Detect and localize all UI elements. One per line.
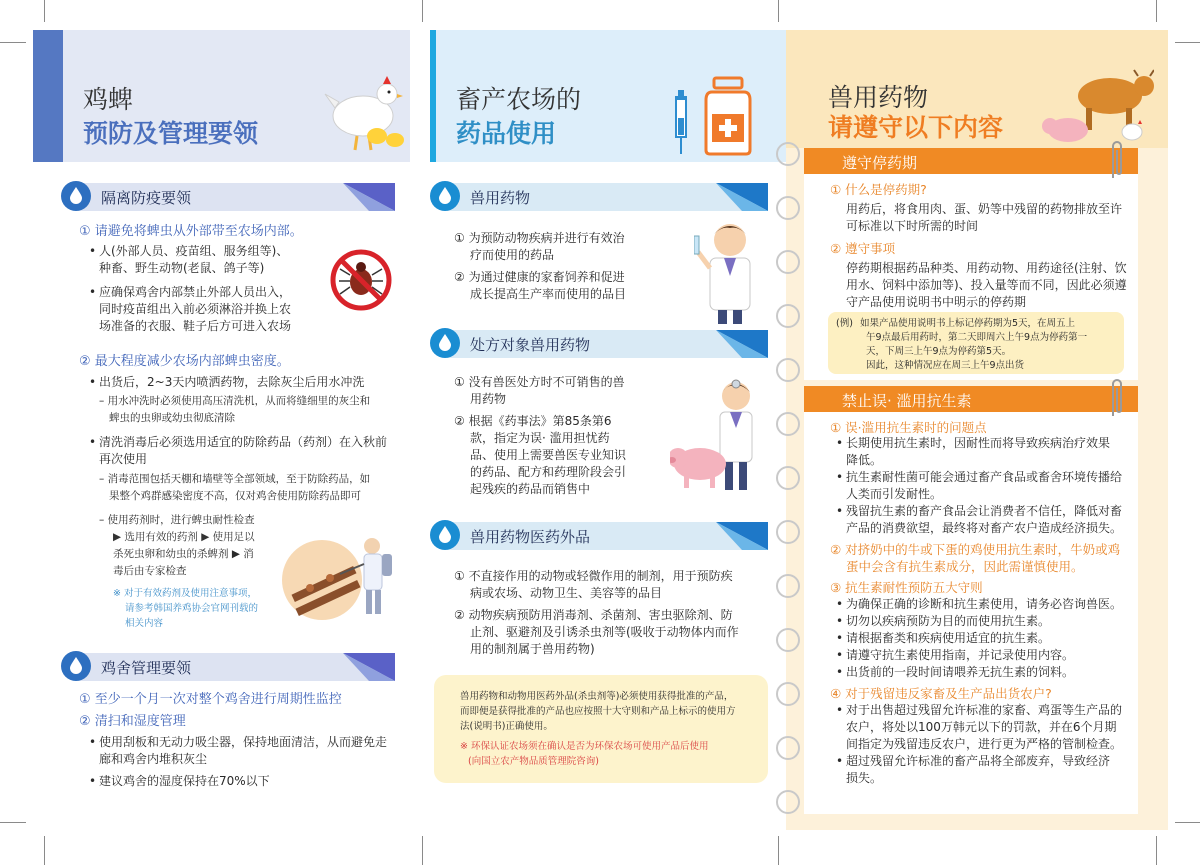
point-1: ① 没有兽医处方时不可销售的兽 (454, 375, 625, 389)
point-1: ① 请避免将蜱虫从外部带至农场内部。 (79, 224, 303, 239)
section-title: 兽用药物医药外品 (470, 528, 591, 546)
binder-ring (776, 736, 800, 760)
question: ④ 对于残留违反家畜及生产品出货农户? (830, 686, 1052, 701)
section-title: 禁止误· 滥用抗生素 (842, 392, 972, 410)
point-2: ② 为通过健康的家畜饲养和促进 (454, 270, 625, 284)
notice-line: 兽用药物和动物用医药外品(杀虫剂等)必须使用获得批准的产品， (460, 691, 734, 702)
fold-mark (422, 836, 423, 865)
bullet-item-cont: 廊和鸡舍内堆积灰尘 (99, 752, 208, 766)
dash-item-cont: 蜱虫的虫卵或幼虫彻底清除 (109, 412, 235, 424)
fold-mark (778, 836, 779, 865)
bullet-item-cont: 同时疫苗组出入前必须淋浴并换上农 (99, 302, 292, 316)
bullet-item: • 对于出售超过残留允许标准的家畜、鸡蛋等生产品的 (846, 702, 1122, 719)
note-line: 请参考韩国养鸡协会官网刊载的 (125, 603, 259, 614)
section-header-vet-drugs (434, 183, 768, 211)
section-header-prescription (434, 330, 768, 358)
example-line: 因此，这种情况应在周三上午9点出货 (866, 360, 1025, 371)
bullet-item-cont: 再次使用 (99, 452, 148, 466)
crop-mark (0, 822, 26, 823)
binder-ring (776, 142, 800, 166)
hero-subtitle: 请遵守以下内容 (828, 113, 1004, 142)
spraying-worker-illustration (280, 528, 398, 628)
dash-item: – 消毒范围包括天棚和墙壁等全部领域，至于防除药品，如 (99, 473, 371, 485)
hero-title: 兽用药物 (828, 83, 929, 112)
steps-line: 毒后由专家检查 (113, 565, 187, 577)
example-label: (例) (836, 318, 853, 329)
column-farm-medicine (430, 30, 786, 767)
fold-mark (778, 0, 779, 22)
bullet-item-cont: 降低。 (846, 453, 883, 467)
chicken-illustration (321, 64, 410, 154)
rule-item: • 请根据畜类和疾病使用适宜的抗生素。 (846, 630, 1050, 647)
binder-ring (776, 628, 800, 652)
point-2-cont: 的药品、配方和药理阶段会引 (470, 465, 627, 479)
doctor-illustration (694, 218, 766, 326)
point-1: ① 不直接作用的动物或轻微作用的制剂，用于预防疾 (454, 569, 733, 583)
bullet-item: • 建议鸡舍的湿度保持在70%以下 (99, 773, 270, 790)
bullet-item-cont: 种畜、野生动物(老鼠、鸽子等) (99, 261, 265, 275)
water-drop-icon (430, 328, 460, 358)
bullet-item: • 使用刮板和无动力吸尘器，保持地面清洁，从而避免走 (99, 734, 387, 751)
hero-subtitle: 预防及管理要领 (83, 119, 259, 148)
bullet-item: • 残留抗生素的畜产食品会让消费者不信任，降低对畜 (846, 503, 1122, 520)
bullet-item: • 抗生素耐性菌可能会通过畜产食品或畜舍环境传播给 (846, 469, 1122, 486)
binder-ring (776, 682, 800, 706)
bullet-item: • 超过残留允许标准的畜产品将全部废弃，导致经济 (846, 753, 1110, 770)
section-header-house (65, 653, 395, 681)
binder-ring (776, 520, 800, 544)
water-drop-icon (61, 651, 91, 681)
binder-ring (776, 466, 800, 490)
point-1-cont: 疗而使用的药品 (470, 248, 555, 262)
hero-banner (786, 30, 1168, 148)
section-tail-decor (343, 653, 395, 681)
steps-line: ▶ 选用有效的药剂 ▶ 使用足以 (113, 531, 255, 543)
notice-warning: ※ 环保认证农场须在确认是否为环保农场可使用产品后使用 (460, 741, 709, 752)
bullet-item: • 出货后，2~3天内喷洒药物，去除灰尘后用水冲洗 (99, 374, 364, 391)
answer-line: 停药期根据药品种类、用药动物、用药途径(注射、饮 (846, 261, 1127, 275)
dash-item-cont: 果整个鸡群感染密度不高，仅对鸡舍使用防除药品即可 (109, 490, 361, 502)
notice-warning: (向国立农产物品质管理院咨询) (468, 756, 599, 767)
dash-item: – 使用药剂时，进行蜱虫耐性检查 (99, 514, 255, 526)
bullet-item: • 人(外部人员、疫苗组、服务组等)、 (99, 243, 288, 260)
binder-ring (776, 574, 800, 598)
section-title: 鸡舍管理要领 (101, 659, 192, 677)
point-2-cont: 成长提高生产率而使用的品目 (470, 287, 627, 301)
rule-item: • 出货前的一段时间请喂养无抗生素的饲料。 (846, 664, 1074, 681)
question: ③ 抗生素耐性预防五大守则 (830, 580, 983, 595)
section-title: 兽用药物 (470, 189, 531, 207)
point-2-cont: 品、使用上需要兽医专业知识 (470, 448, 627, 462)
section-title: 处方对象兽用药物 (470, 336, 591, 354)
binder-ring (776, 412, 800, 436)
section-tail-decor (716, 330, 768, 358)
example-line: 如果产品使用说明书上标记停药期为5天，在周五上 (860, 318, 1076, 329)
answer-line: 守产品使用说明书中明示的停药期 (846, 295, 1027, 309)
fold-mark (422, 0, 423, 22)
binder-ring (776, 250, 800, 274)
point-2: ② 动物疾病预防用消毒剂、杀菌剂、害虫驱除剂、防 (454, 608, 733, 622)
notice-line: 而即便是获得批准的产品也应按照十大守则和产品上标示的使用方 (460, 706, 736, 717)
point-1: ① 至少一个月一次对整个鸡舍进行周期性监控 (79, 692, 342, 707)
bullet-item-cont: 人类而引发耐性。 (846, 487, 943, 501)
section-tail-decor (716, 183, 768, 211)
point-2-cont: 止剂、驱避剂及引诱杀虫剂等(吸收于动物体内而作 (470, 625, 739, 639)
notice-line: 法(说明书)正确使用。 (460, 721, 553, 732)
point-2: ② 根据《药事法》第85条第6 (454, 414, 612, 428)
hero-banner (33, 30, 410, 162)
section-tail-decor (343, 183, 395, 211)
syringe-icon (672, 90, 690, 156)
section-header-isolation (65, 183, 395, 211)
example-line: 天，下周三上午9点为停药第5天。 (866, 346, 1012, 357)
medicine-bottle-icon (704, 76, 752, 156)
point-2: ② 最大程度减少农场内部蜱虫密度。 (79, 354, 290, 369)
point-2: ② 清扫和湿度管理 (79, 714, 186, 729)
point-1-cont: 病或农场、动物卫生、美容等的品目 (470, 586, 663, 600)
note-line: 相关内容 (125, 618, 164, 629)
section-tail-decor (716, 522, 768, 550)
hero-banner (430, 30, 786, 162)
water-drop-icon (61, 181, 91, 211)
note-line: ※ 对于有效药剂及使用注意事项， (113, 588, 257, 599)
rule-item: • 切勿以疾病预防为目的而使用抗生素。 (846, 613, 1050, 630)
crop-mark (1156, 836, 1157, 865)
crop-mark (1156, 0, 1157, 22)
dash-item: – 用水冲洗时必须使用高压清洗机，从而将缝细里的灰尘和 (99, 395, 371, 407)
crop-mark (1175, 42, 1200, 43)
question-cont: 蛋中会含有抗生素成分，因此需谨慎使用。 (846, 559, 1084, 574)
point-2-cont: 款，指定为误· 滥用担忧药 (470, 431, 610, 445)
bullet-item: • 长期使用抗生素时，因耐性而将导致疾病治疗效果 (846, 435, 1110, 452)
question: ② 对挤奶中的牛或下蛋的鸡使用抗生素时，牛奶或鸡 (830, 542, 1121, 557)
crop-mark (1175, 822, 1200, 823)
column-tick-prevention (33, 30, 410, 788)
binder-ring (776, 790, 800, 814)
bullet-item-cont: 产品的消费欲望，最终将对畜产农户造成经济损失。 (846, 521, 1123, 535)
hero-title: 畜产农场的 (456, 85, 582, 114)
question: ② 遵守事项 (830, 241, 896, 256)
section-title: 隔离防疫要领 (101, 189, 192, 207)
rule-item: • 请遵守抗生素使用指南，并记录使用内容。 (846, 647, 1074, 664)
answer-line: 用水、饲料中添加等)、投入量等而不同，因此必须遵 (846, 278, 1127, 292)
vet-with-pig-illustration (670, 378, 774, 496)
crop-mark (0, 42, 26, 43)
point-1: ① 为预防动物疾病并进行有效治 (454, 231, 625, 245)
point-2-cont: 用的制剂属于兽用药物) (470, 642, 595, 656)
point-2-cont: 起残疾的药品而销售中 (470, 482, 591, 496)
answer-line: 用药后，将食用肉、蛋、奶等中残留的药物排放至许 (846, 202, 1123, 216)
hero-title: 鸡蜱 (83, 85, 134, 114)
answer-line: 可标准以下时所需的时间 (846, 219, 979, 233)
binder-ring (776, 358, 800, 382)
paper-clip-icon (1108, 376, 1126, 420)
livestock-illustration (1034, 52, 1154, 148)
bullet-item-cont: 损失。 (846, 771, 883, 785)
binder-ring (776, 196, 800, 220)
point-1-cont: 用药物 (470, 392, 507, 406)
rule-item: • 为确保正确的诊断和抗生素使用，请务必咨询兽医。 (846, 596, 1122, 613)
section-title: 遵守停药期 (842, 154, 918, 172)
paper-clip-icon (1108, 138, 1126, 182)
bullet-item-cont: 农户，将处以100万韩元以下的罚款，并在6个月期 (846, 720, 1117, 734)
binder-ring (776, 304, 800, 328)
question: ① 误·滥用抗生素时的问题点 (830, 420, 987, 435)
section-header-quasi-drugs (434, 522, 768, 550)
column-drug-rules (786, 30, 1168, 830)
bullet-item: • 清洗消毒后必须选用适宜的防除药品（药剂）在入秋前 (99, 434, 387, 451)
bullet-item: • 应确保鸡舍内部禁止外部人员出入， (99, 284, 291, 301)
water-drop-icon (430, 520, 460, 550)
crop-mark (44, 836, 45, 865)
question: ① 什么是停药期? (830, 182, 927, 197)
no-tick-icon (330, 249, 392, 311)
steps-line: 杀死虫卵和幼虫的杀蜱剂 ▶ 消 (113, 548, 254, 560)
bullet-item-cont: 间指定为残留违反农户，进行更为严格的管制检查。 (846, 737, 1123, 751)
water-drop-icon (430, 181, 460, 211)
example-line: 午9点最后用药时，第二天即周六上午9点为停药第一 (866, 332, 1088, 343)
crop-mark (44, 0, 45, 22)
bullet-item-cont: 场准备的衣服、鞋子后方可进入农场 (99, 319, 292, 333)
hero-subtitle: 药品使用 (456, 119, 557, 148)
